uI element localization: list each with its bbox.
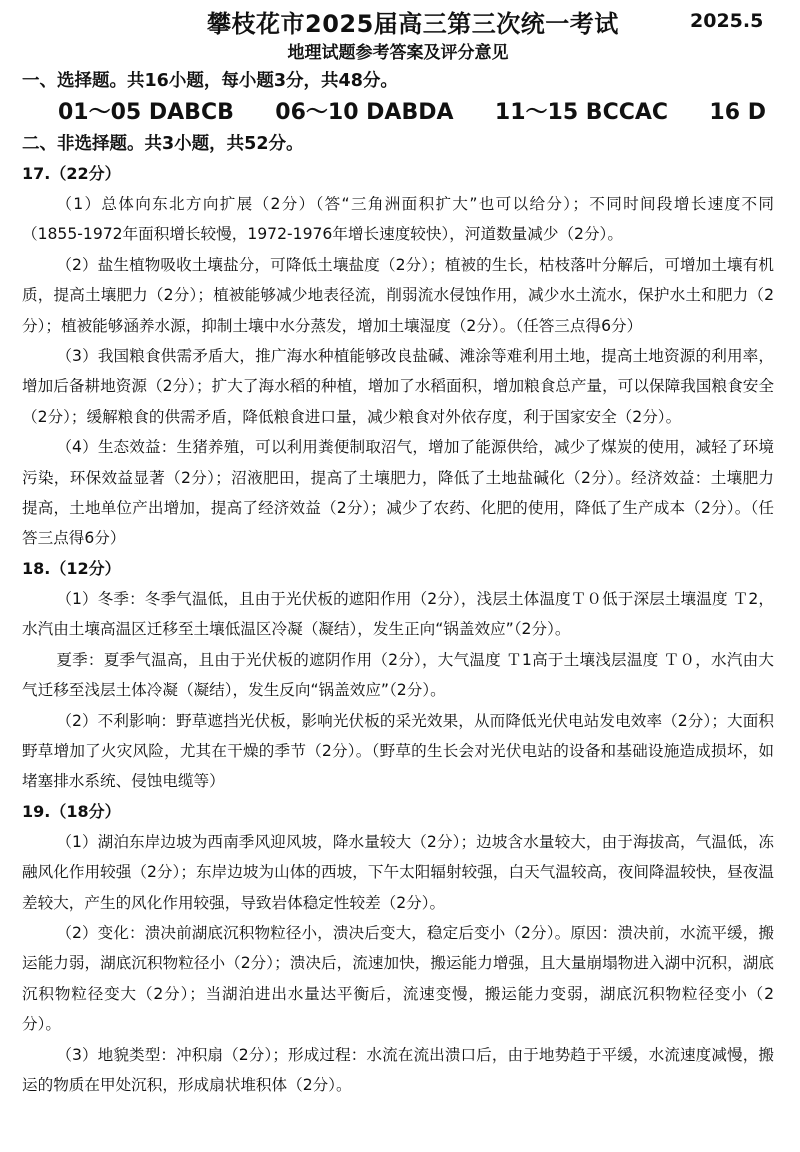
answer-group-1: 01～05 DABCB [58, 100, 234, 125]
title-row [22, 0, 774, 40]
q19-part-3: （3）地貌类型：冲积扇（2分）；形成过程：水流在流出溃口后，由于地势趋于平缓，水流速度减慢，搬运的物质在甲处沉积，形成扇状堆积体（2分）。 [22, 1045, 774, 1094]
exam-date: 2025.5 [690, 10, 764, 32]
q19-part-2: （2）变化：溃决前湖底沉积物粒径小，溃决后变大，稳定后变小（2分）。原因：溃决前，水流平缓，搬运能力弱，湖底沉积物粒径小（2分）；溃决后，流速加快，搬运能力增强，且大量崩塌物进入湖中沉积，湖底沉积物粒径变大（2分）；当湖泊进出水量达平衡后，流速变慢，搬运能力变弱，湖底沉积物粒径变小（2分）。 [22, 923, 774, 1034]
q17-part-4: （4）生态效益：生猪养殖，可以利用粪便制取沼气，增加了能源供给，减少了煤炭的使用，减轻了环境污染，环保效益显著（2分）；沼液肥田，提高了土壤肥力，降低了土地盐碱化（2分）。经济效益：土壤肥力提高，土地单位产出增加，提高了经济效益（2分）；减少了农药、化肥的使用，降低了生产成本（2分）。（任答三点得6分） [22, 438, 775, 548]
q17-part-2: （2）盐生植物吸收土壤盐分，可降低土壤盐度（2分）；植被的生长，枯枝落叶分解后，可增加土壤有机质，提高土壤肥力（2分）；植被能够减少地表径流，削弱流水侵蚀作用，减少水土流水，保护水土和肥力（2分）；植被能够涵养水源，抑制土壤中水分蒸发，增加土壤湿度（2分）。（任答三点得6分） [22, 255, 774, 335]
q17-part-1: （1）总体向东北方向扩展（2分）（答“三角洲面积扩大”也可以给分）；不同时间段增长速度不同（1855-1972年面积增长较慢，1972-1976年增长速度较快），河道数量减少（2分）。 [22, 195, 774, 244]
q18-part-1-winter: （1）冬季：冬季气温低，且由于光伏板的遮阳作用（2分），浅层土体温度Ｔ０低于深层土壤温度 Ｔ2，水汽由土壤高温区迁移至土壤低温区冷凝（凝结），发生正向“锅盖效应”（2分）。 [22, 589, 774, 639]
question-17-heading: 17.（22分） [22, 164, 121, 183]
q19-part-1: （1）湖泊东岸边坡为西南季风迎风坡，降水量较大（2分）；边坡含水量较大，由于海拔高，气温低，冻融风化作用较强（2分）；东岸边坡为山体的西坡，下午太阳辐射较强，白天气温较高，夜间降温较快，昼夜温差较大，产生的风化作用较强，导致岩体稳定性较差（2分）。 [22, 832, 774, 912]
document-subtitle: 地理试题参考答案及评分意见 [287, 43, 509, 63]
answer-group-4: 16 D [709, 100, 766, 125]
section-choice-heading: 一、选择题。共16小题，每小题3分，共48分。 [22, 71, 398, 91]
choice-answers [22, 96, 774, 130]
exam-title: 攀枝花市2025届高三第三次统一考试 [207, 10, 619, 38]
question-18-heading: 18.（12分） [22, 558, 121, 578]
section-nonchoice-heading: 二、非选择题。共3小题，共52分。 [22, 134, 304, 154]
answer-group-2: 06～10 DABDA [275, 100, 454, 125]
q18-part-1-summer: 夏季：夏季气温高，且由于光伏板的遮阴作用（2分），大气温度 Ｔ1高于土壤浅层温度 Ｔ０，水汽由大气迁移至浅层土体冷凝（凝结），发生反向“锅盖效应”（2分）。 [22, 650, 774, 700]
answer-group-3: 11～15 BCCAC [494, 100, 669, 125]
question-19-heading: 19.（18分） [22, 801, 121, 821]
q18-part-2: （2）不利影响：野草遮挡光伏板，影响光伏板的采光效果，从而降低光伏电站发电效率（2分）；大面积野草增加了火灾风险，尤其在干燥的季节（2分）。（野草的生长会对光伏电站的设备和基础设施造成损坏，如堵塞排水系统、侵蚀电缆等） [22, 711, 774, 791]
q17-part-3: （3）我国粮食供需矛盾大，推广海水种植能够改良盐碱、滩涂等难利用土地，提高土地资源的利用率，增加后备耕地资源（2分）；扩大了海水稻的种植，增加了水稻面积，增加粮食总产量，可以保障我国粮食安全（2分）；缓解粮食的供需矛盾，降低粮食进口量，减少粮食对外依存度，利于国家安全（2分）。 [22, 347, 775, 426]
